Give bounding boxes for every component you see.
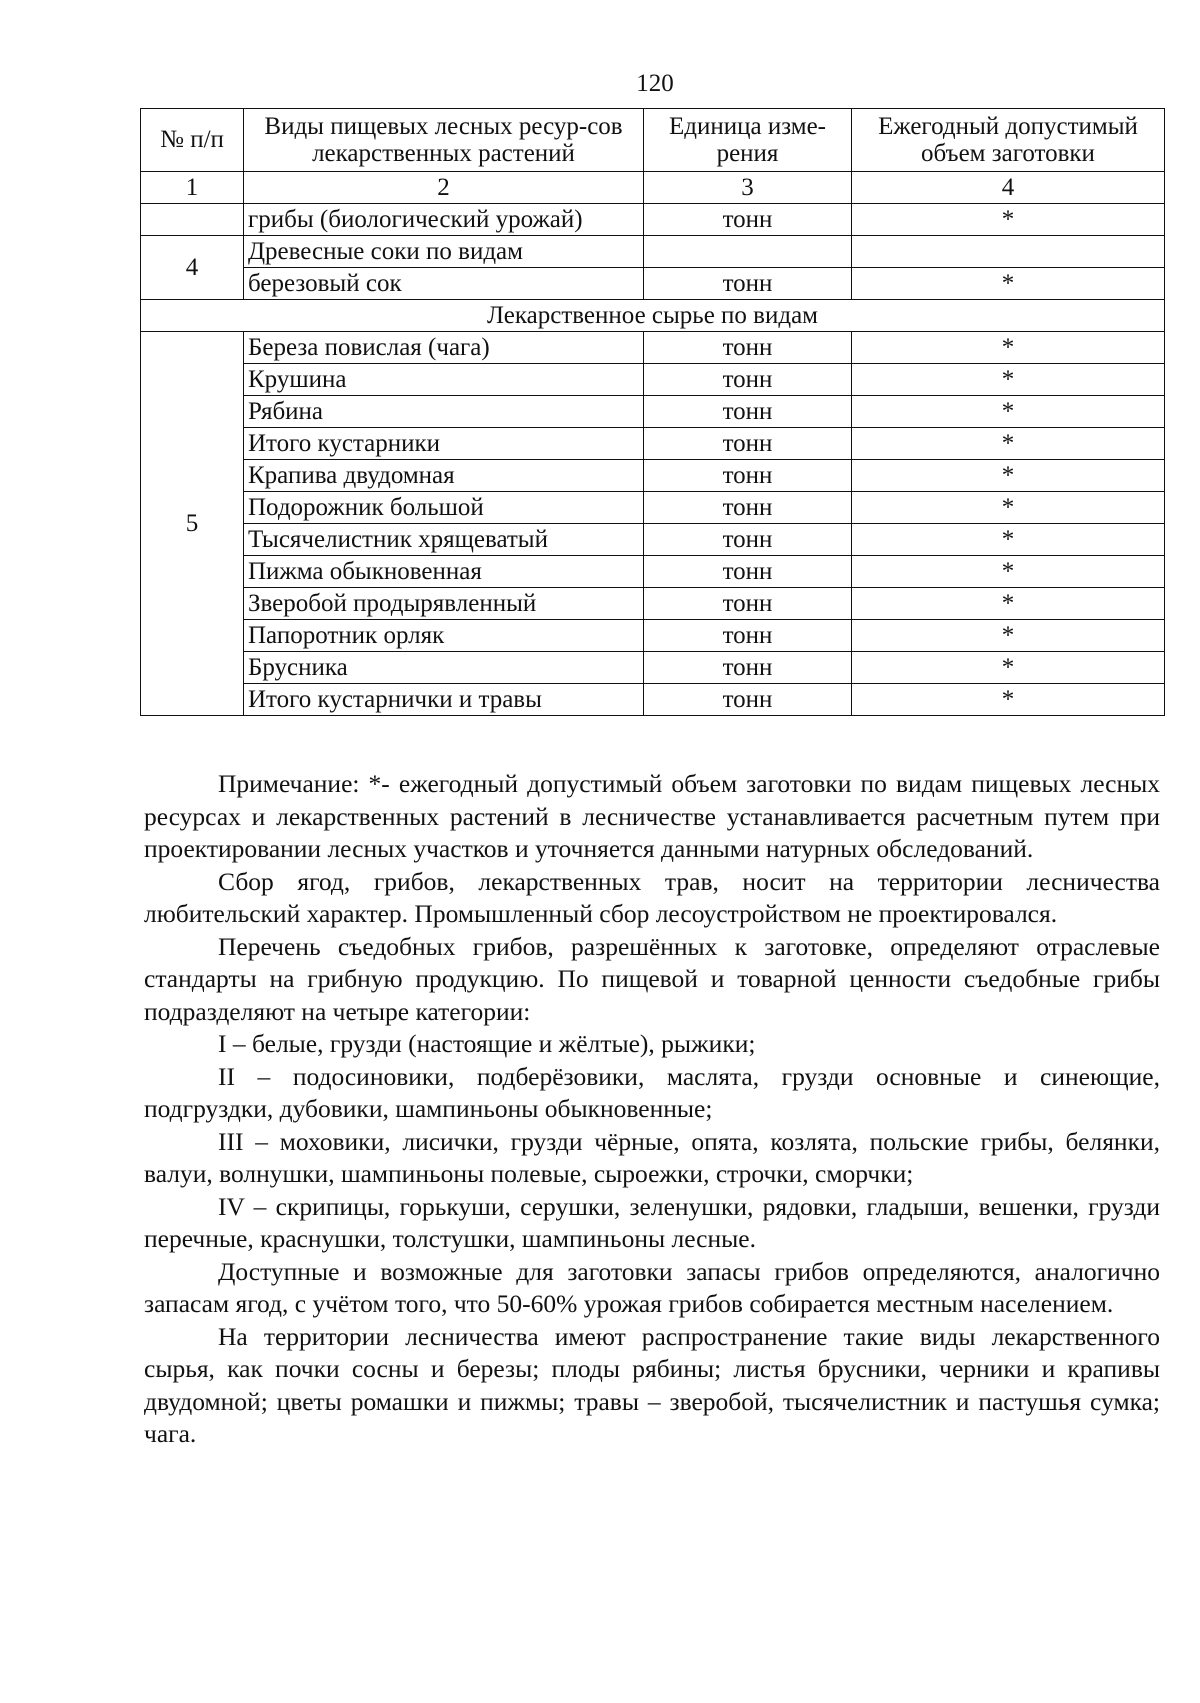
- volume-cell: *: [852, 492, 1165, 524]
- unit-cell: тонн: [644, 428, 852, 460]
- volume-cell: *: [852, 268, 1165, 300]
- resource-name-cell: Рябина: [244, 396, 644, 428]
- unit-cell: тонн: [644, 620, 852, 652]
- volume-cell: *: [852, 460, 1165, 492]
- mushroom-category-1: I – белые, грузди (настоящие и жёлтые), рыжики;: [218, 1029, 756, 1058]
- resource-name-cell: Зверобой продырявленный: [244, 588, 644, 620]
- column-number-row: [141, 172, 1165, 204]
- collection-paragraph: Сбор ягод, грибов, лекарственных трав, носит на территории лесничества любительский характер. Промышленный сбор лесоустройством не проектировался.: [144, 866, 1160, 928]
- resource-name-cell: березовый сок: [244, 268, 644, 300]
- unit-cell: тонн: [644, 492, 852, 524]
- volume-cell: *: [852, 332, 1165, 364]
- unit-cell: тонн: [644, 396, 852, 428]
- mushroom-category-3: III – моховики, лисички, грузди чёрные, опята, козлята, польские грибы, белянки, валуи, волнушки, шампиньоны полевые, сыроежки, строчки, сморчки;: [144, 1126, 1160, 1188]
- table-row: [141, 332, 1165, 364]
- volume-cell: *: [852, 684, 1165, 716]
- table-header-row: [141, 109, 1165, 172]
- volume-cell: *: [852, 364, 1165, 396]
- body-text: [144, 768, 1160, 1451]
- header-unit: Единица изме-рения: [644, 109, 852, 172]
- header-resource-type: Виды пищевых лесных ресур-сов лекарственных растений: [244, 109, 644, 172]
- unit-cell: тонн: [644, 524, 852, 556]
- table-row: [141, 652, 1165, 684]
- table-row: [141, 268, 1165, 300]
- unit-cell: [644, 236, 852, 268]
- resource-name-cell: грибы (биологический урожай): [244, 204, 644, 236]
- header-annual-volume: Ежегодный допустимый объем заготовки: [852, 109, 1165, 172]
- table-row: [141, 204, 1165, 236]
- resource-name-cell: Итого кустарнички и травы: [244, 684, 644, 716]
- unit-cell: тонн: [644, 332, 852, 364]
- table-row: [141, 684, 1165, 716]
- volume-cell: *: [852, 204, 1165, 236]
- section-row: [141, 300, 1165, 332]
- volume-cell: *: [852, 652, 1165, 684]
- resource-name-cell: Брусника: [244, 652, 644, 684]
- medicinal-paragraph: На территории лесничества имеют распространение такие виды лекарственного сырья, как почки сосны и березы; плоды рябины; листья брусники, черники и крапивы двудомной; цветы ромашки и пижмы; травы – зверобой, тысячелистник и пастушья сумка; чага.: [144, 1321, 1160, 1448]
- column-number: 1: [141, 172, 244, 204]
- unit-cell: тонн: [644, 652, 852, 684]
- resource-name-cell: Итого кустарники: [244, 428, 644, 460]
- header-number: № п/п: [141, 109, 244, 172]
- row-number-cell: [141, 204, 244, 236]
- row-number-cell: 5: [141, 332, 244, 716]
- unit-cell: тонн: [644, 556, 852, 588]
- table-row: [141, 524, 1165, 556]
- unit-cell: тонн: [644, 204, 852, 236]
- table-row: [141, 588, 1165, 620]
- column-number: 4: [852, 172, 1165, 204]
- unit-cell: тонн: [644, 364, 852, 396]
- resource-name-cell: Древесные соки по видам: [244, 236, 644, 268]
- table-row: [141, 364, 1165, 396]
- column-number: 2: [244, 172, 644, 204]
- table-row: [141, 556, 1165, 588]
- table-row: [141, 236, 1165, 268]
- volume-cell: *: [852, 588, 1165, 620]
- stocks-paragraph: Доступные и возможные для заготовки запасы грибов определяются, аналогично запасам ягод, с учётом того, что 50-60% урожая грибов собирается местным населением.: [144, 1256, 1160, 1318]
- resource-name-cell: Крапива двудомная: [244, 460, 644, 492]
- page-number: 120: [636, 70, 674, 97]
- resource-name-cell: Пижма обыкновенная: [244, 556, 644, 588]
- resource-name-cell: Подорожник большой: [244, 492, 644, 524]
- mushroom-category-2: II – подосиновики, подберёзовики, маслята, грузди основные и синеющие, подгруздки, дубовики, шампиньоны обыкновенные;: [144, 1061, 1160, 1123]
- unit-cell: тонн: [644, 588, 852, 620]
- resource-name-cell: Крушина: [244, 364, 644, 396]
- unit-cell: тонн: [644, 460, 852, 492]
- volume-cell: *: [852, 428, 1165, 460]
- volume-cell: *: [852, 620, 1165, 652]
- table-row: [141, 620, 1165, 652]
- resource-name-cell: Папоротник орляк: [244, 620, 644, 652]
- unit-cell: тонн: [644, 268, 852, 300]
- mushroom-list-intro: Перечень съедобных грибов, разрешённых к заготовке, определяют отраслевые стандарты на грибную продукцию. По пищевой и товарной ценности съедобные грибы подразделяют на четыре категории:: [144, 931, 1160, 1026]
- volume-cell: [852, 236, 1165, 268]
- column-number: 3: [644, 172, 852, 204]
- volume-cell: *: [852, 396, 1165, 428]
- resources-table: [140, 108, 1165, 716]
- volume-cell: *: [852, 524, 1165, 556]
- resource-name-cell: Тысячелистник хрящеватый: [244, 524, 644, 556]
- unit-cell: тонн: [644, 684, 852, 716]
- table-row: [141, 460, 1165, 492]
- table-row: [141, 396, 1165, 428]
- note-paragraph: Примечание: *- ежегодный допустимый объем заготовки по видам пищевых лесных ресурсах и лекарственных растений в лесничестве устанавливается расчетным путем при проектировании лесных участков и уточняется данными натурных обследований.: [144, 769, 1160, 863]
- mushroom-category-4: IV – скрипицы, горькуши, серушки, зеленушки, рядовки, гладыши, вешенки, грузди перечные, краснушки, толстушки, шампиньоны лесные.: [144, 1191, 1160, 1253]
- table-row: [141, 492, 1165, 524]
- resource-name-cell: Береза повислая (чага): [244, 332, 644, 364]
- section-title: Лекарственное сырье по видам: [141, 300, 1165, 332]
- table-row: [141, 428, 1165, 460]
- volume-cell: *: [852, 556, 1165, 588]
- row-number-cell: 4: [141, 236, 244, 300]
